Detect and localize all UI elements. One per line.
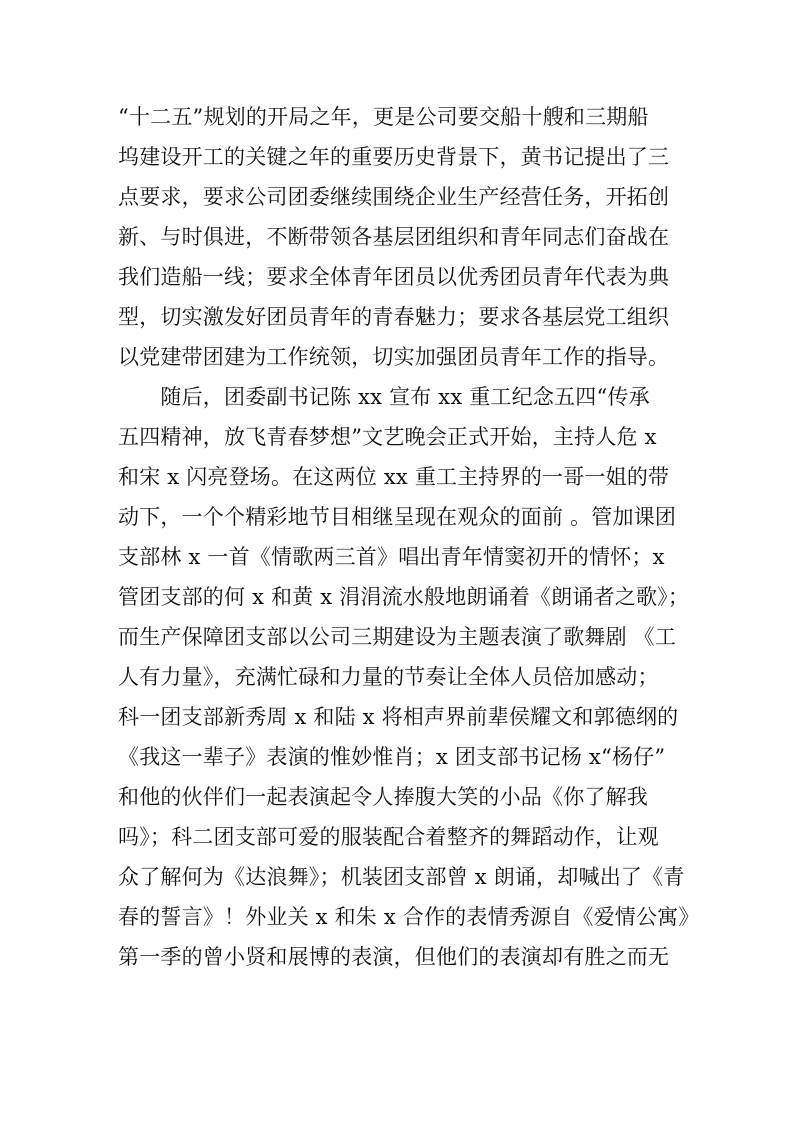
text-line: 以党建带团建为工作统领，切实加强团员青年工作的指导。 [118,345,670,369]
text-line: 人有力量》，充满忙碌和力量的节奏让全体人员倍加感动； [118,665,659,689]
text-line: 五四精神，放飞青春梦想”文艺晚会正式开始，主持人危 x [118,425,657,449]
text-line: “十二五”规划的开局之年，更是公司要交船十艘和三期船 [118,105,649,129]
text-line: 坞建设开工的关键之年的重要历史背景下，黄书记提出了三 [118,145,670,169]
text-line: 和他的伙伴们一起表演起令人捧腹大笑的小品《你了解我 [118,785,648,809]
text-line: 点要求，要求公司团委继续围绕企业生产经营任务，开拓创 [118,185,670,209]
text-line: 型，切实激发好团员青年的青春魅力；要求各基层党工组织 [118,305,670,329]
text-line: 随后，团委副书记陈 xx 宣布 xx 重工纪念五四“传承 [118,385,650,409]
text-line: 《我这一辈子》表演的惟妙惟肖；x 团支部书记杨 x“杨仔” [118,745,666,769]
text-line: 众了解何为《达浪舞》；机装团支部曾 x 朗诵，却喊出了《青 [118,865,685,889]
text-line: 我们造船一线；要求全体青年团员以优秀团员青年代表为典 [118,265,670,289]
text-line: 管团支部的何 x 和黄 x 涓涓流水般地朗诵着《朗诵者之歌》； [118,585,690,609]
text-line: 支部林 x 一首《情歌两三首》唱出青年情窦初开的情怀；x [118,545,665,569]
text-line: 吗》；科二团支部可爱的服装配合着整齐的舞蹈动作，让观 [118,825,659,849]
text-line: 新、与时俱进，不断带领各基层团组织和青年同志们奋战在 [118,225,670,249]
text-line: 和宋 x 闪亮登场。在这两位 xx 重工主持界的一哥一姐的带 [118,465,670,489]
body-text [118,97,700,977]
text-line: 科一团支部新秀周 x 和陆 x 将相声界前辈侯耀文和郭德纲的 [118,705,679,729]
text-line: 第一季的曾小贤和展博的表演，但他们的表演却有胜之而无 [118,945,670,969]
text-line: 而生产保障团支部以公司三期建设为主题表演了歌舞剧 《工 [118,625,677,649]
text-line: 动下，一个个精彩地节目相继呈现在观众的面前 。管加课团 [118,505,677,529]
text-line: 春的誓言》！外业关 x 和朱 x 合作的表情秀源自《爱情公寓》 [118,905,700,929]
